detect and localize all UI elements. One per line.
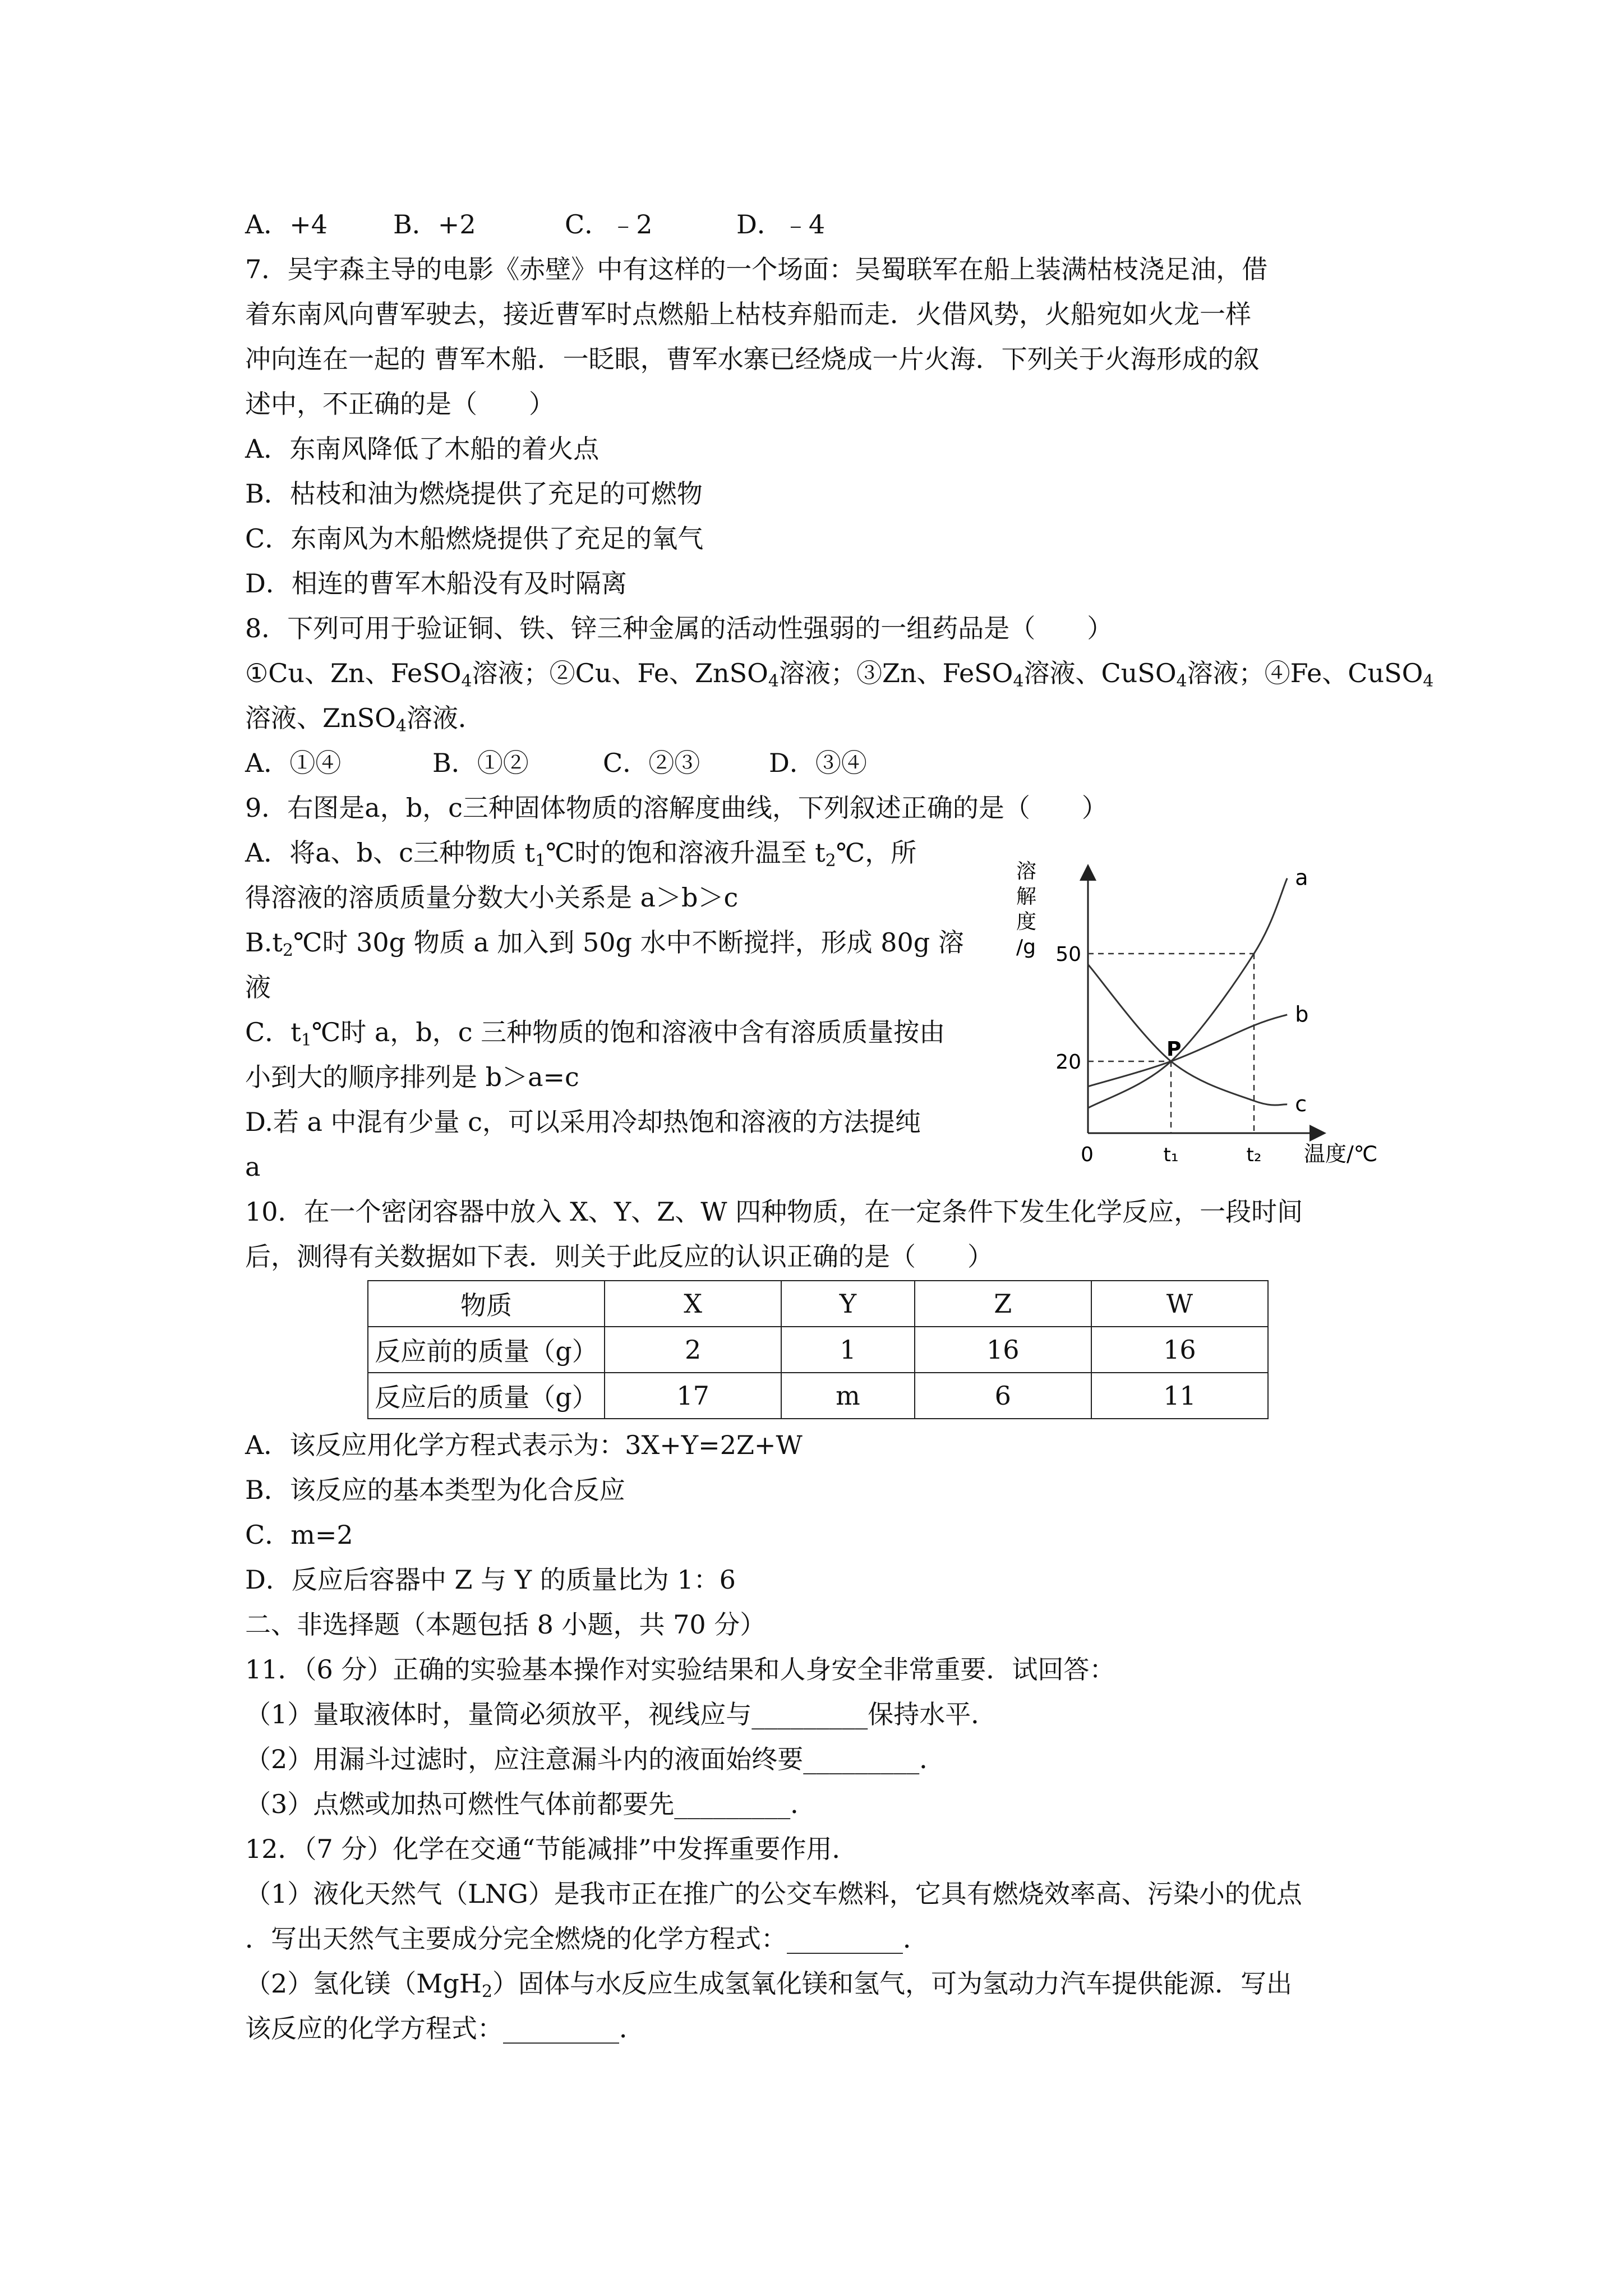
y-label-1: 溶	[1016, 860, 1037, 883]
table-cell: 11	[1091, 1373, 1268, 1419]
table-header-cell: W	[1091, 1281, 1268, 1327]
q8-choices-line-1: ①Cu、Zn、FeSO$_4$溶液；②Cu、Fe、ZnSO$_4$溶液；③Zn、FeSO$_4$溶液、CuSO$_4$溶液；④Fe、CuSO$_4$	[245, 658, 1434, 691]
y-label-3: 度	[1016, 910, 1037, 933]
table-cell: 反应前的质量（g）	[368, 1327, 605, 1373]
q7-stem-line-1: 7．吴宇森主导的电影《赤壁》中有这样的一个场面：吴蜀联军在船上装满枯枝浇足油，借	[245, 254, 1268, 284]
chart-labels	[1055, 866, 1308, 1166]
curve-b	[1088, 1015, 1287, 1087]
table-cell: 1	[781, 1327, 914, 1373]
curve-c	[1088, 964, 1287, 1105]
y-label-2: 解	[1016, 885, 1037, 908]
x-axis-label: 温度/℃	[1304, 1142, 1378, 1166]
q9-option-c-line-1: C．$t_1℃$时 a，b，c 三种物质的饱和溶液中含有溶质质量按由	[245, 1017, 946, 1050]
q10-option-d: D．反应后容器中 Z 与 Y 的质量比为 1：6	[245, 1565, 736, 1595]
q7-option-a: A．东南风降低了木船的着火点	[245, 434, 600, 464]
y-label-4: /g	[1016, 936, 1036, 959]
q6-option-d: D．﹣4	[736, 209, 826, 240]
y-tick-label: 50	[1055, 943, 1081, 966]
q6-option-b: B．+2	[393, 209, 476, 240]
q7-option-b: B．枯枝和油为燃烧提供了充足的可燃物	[245, 478, 703, 509]
table-cell: m	[781, 1373, 914, 1419]
table-header-cell: Y	[781, 1281, 914, 1327]
q7-stem-line-3: 冲向连在一起的 曹军木船．一眨眼，曹军水寨已经烧成一片火海．下列关于火海形成的叙	[245, 344, 1260, 374]
q10-stem-line-2: 后，测得有关数据如下表．则关于此反应的认识正确的是（ ）	[245, 1241, 993, 1272]
q11-stem: 11．（6 分）正确的实验基本操作对实验结果和人身安全非常重要．试回答：	[245, 1654, 1115, 1685]
q12-stem: 12．（7 分）化学在交通“节能减排”中发挥重要作用．	[245, 1834, 858, 1864]
q12-part-1-line-1: （1）液化天然气（LNG）是我市正在推广的公交车燃料，它具有燃烧效率高、污染小的优点	[245, 1879, 1302, 1909]
q7-stem-line-2: 着东南风向曹军驶去，接近曹军时点燃船上枯枝弃船而走．火借风势，火船宛如火龙一样	[245, 299, 1251, 329]
solubility-chart	[1004, 847, 1385, 1167]
point-p-label: P	[1166, 1038, 1182, 1061]
q6-option-c: C．﹣2	[565, 209, 653, 240]
q9-option-d-line-2: a	[245, 1152, 261, 1182]
table-row	[368, 1327, 1268, 1373]
q7-option-c: C．东南风为木船燃烧提供了充足的氧气	[245, 523, 704, 554]
q10-option-c: C．m=2	[245, 1520, 353, 1550]
table-header-cell: Z	[915, 1281, 1091, 1327]
q8-option-b: B．①②	[432, 748, 529, 778]
table-cell: 6	[915, 1373, 1091, 1419]
q12-part-2-line-2: 该反应的化学方程式：_________．	[245, 2013, 645, 2044]
reaction-data-table	[367, 1280, 1269, 1419]
y-tick-label: 20	[1055, 1051, 1081, 1074]
q11-part-3: （3）点燃或加热可燃性气体前都要先_________．	[245, 1789, 817, 1819]
q10-option-b: B．该反应的基本类型为化合反应	[245, 1475, 625, 1505]
table-cell: 16	[915, 1327, 1091, 1373]
table-header-row	[368, 1281, 1268, 1327]
x-tick-label: t₂	[1246, 1144, 1262, 1166]
q11-part-2: （2）用漏斗过滤时，应注意漏斗内的液面始终要_________．	[245, 1744, 946, 1774]
q6-option-a: A．+4	[245, 209, 328, 240]
q8-option-d: D．③④	[769, 748, 867, 778]
q8-option-c: C．②③	[603, 748, 700, 778]
q7-stem-line-4: 述中，不正确的是（ ）	[245, 389, 555, 419]
curve-label-b: b	[1295, 1001, 1309, 1027]
curve-label-c: c	[1295, 1091, 1307, 1116]
curves	[1088, 878, 1287, 1108]
q10-option-a: A．该反应用化学方程式表示为：3X+Y=2Z+W	[245, 1430, 803, 1460]
q9-option-b-line-2: 液	[245, 972, 271, 1002]
q9-option-a-line-2: 得溶液的溶质质量分数大小关系是 a＞b＞c	[245, 882, 739, 913]
origin-label: 0	[1081, 1143, 1094, 1166]
x-tick-label: t₁	[1163, 1144, 1179, 1166]
table-row	[368, 1373, 1268, 1419]
q12-part-1-line-2: ．写出天然气主要成分完全燃烧的化学方程式：_________．	[245, 1924, 929, 1954]
table-header-cell: X	[605, 1281, 781, 1327]
q8-stem: 8．下列可用于验证铜、铁、锌三种金属的活动性强弱的一组药品是（ ）	[245, 613, 1113, 643]
table-cell: 2	[605, 1327, 781, 1373]
q12-part-2-line-1: （2）氢化镁（MgH$_2$）固体与水反应生成氢氧化镁和氢气，可为氢动力汽车提供能源．写出	[245, 1968, 1293, 2001]
table-cell: 16	[1091, 1327, 1268, 1373]
table-cell: 反应后的质量（g）	[368, 1373, 605, 1419]
q8-option-a: A．①④	[245, 748, 342, 778]
table-cell: 17	[605, 1373, 781, 1419]
q9-option-a-line-1: A．将a、b、c三种物质 $t_1℃$时的饱和溶液升温至 $t_2℃$，所	[245, 838, 917, 871]
q9-stem: 9．右图是a，b，c三种固体物质的溶解度曲线，下列叙述正确的是（ ）	[245, 793, 1108, 823]
q8-choices-line-2: 溶液、ZnSO$_4$溶液．	[245, 703, 484, 736]
q9-option-d-line-1: D.若 a 中混有少量 c，可以采用冷却热饱和溶液的方法提纯	[245, 1107, 921, 1137]
section-2-heading: 二、非选择题（本题包括 8 小题，共 70 分）	[245, 1609, 766, 1640]
q9-option-b-line-1: $B.t_2℃$时 30g 物质 a 加入到 50g 水中不断搅拌，形成 80g 溶	[245, 927, 964, 960]
q9-option-c-line-2: 小到大的顺序排列是 b＞a=c	[245, 1062, 579, 1092]
q6-options	[245, 209, 825, 240]
curve-label-a: a	[1295, 865, 1308, 890]
table-header-cell: 物质	[368, 1281, 605, 1327]
q7-option-d: D．相连的曹军木船没有及时隔离	[245, 568, 627, 599]
q10-stem-line-1: 10．在一个密闭容器中放入 X、Y、Z、W 四种物质，在一定条件下发生化学反应，一段时间	[245, 1197, 1303, 1227]
q11-part-1: （1）量取液体时，量筒必须放平，视线应与_________保持水平．	[245, 1699, 997, 1729]
q8-options	[245, 747, 867, 779]
